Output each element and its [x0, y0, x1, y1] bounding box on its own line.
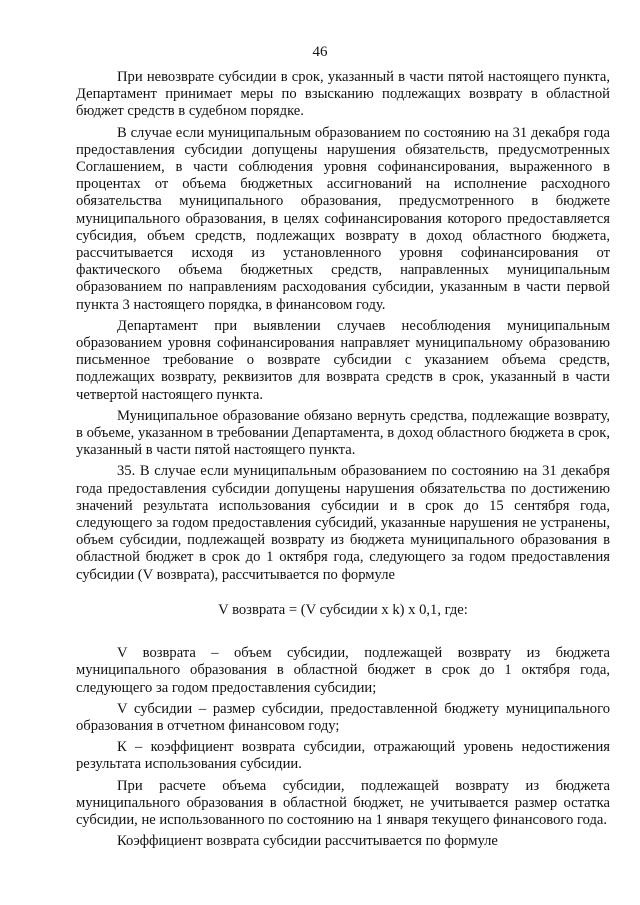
paragraph-municipality-obligation: Муниципальное образование обязано вернуть средства, подлежащие возврату, в объеме, указанном в требовании Департамента, в доход областного бюджета в срок, указанный в части пятой настоящего пункта.: [76, 407, 610, 459]
page-number: 46: [312, 44, 328, 60]
document-body: [76, 69, 610, 854]
definition-v-subsidy: V субсидии – размер субсидии, предоставленной бюджету муниципального образования в отчетном финансовом году;: [76, 700, 610, 734]
paragraph-coefficient-intro: Коэффициент возврата субсидии рассчитывается по формуле: [117, 833, 498, 850]
paragraph-department-demand: Департамент при выявлении случаев несоблюдения муниципальным образованием уровня софинансирования направляет муниципальному образованию письменное требование о возврате субсидии с указанием объема средств, подлежащих возврату, реквизитов для возврата средств в срок, указанный в части четвертой настоящего пункта.: [76, 317, 610, 403]
definition-v-return: V возврата – объем субсидии, подлежащей возврату из бюджета муниципального образования в областной бюджет в срок до 1 октября года, следующего за годом предоставления субсидии;: [76, 645, 610, 696]
definition-k: К – коэффициент возврата субсидии, отражающий уровень недостижения результата использования субсидии.: [76, 739, 610, 773]
paragraph-remainder-note: При расчете объема субсидии, подлежащей возврату из бюджета муниципального образования в областной бюджет, не учитывается размер остатка субсидии, не использованного по состоянию на 1 января текущего финансового года.: [76, 777, 610, 828]
return-formula: V возврата = (V субсидии х k) х 0,1, где:: [218, 601, 468, 618]
paragraph-item-35: 35. В случае если муниципальным образованием по состоянию на 31 декабря года предоставления субсидии допущены нарушения обязательства по достижению значений результата использования субсидии и в срок до 15 сентября года, следующего за годом предоставления субсидий, указанные нарушения не устранены, объем субсидии, подлежащей возврату из бюджета муниципального образования в областной бюджет в срок до 1 октября года, следующего за годом предоставления субсидии (V возврата), рассчитывается по формуле: [76, 463, 610, 583]
paragraph-nonreturn: При невозврате субсидии в срок, указанный в части пятой настоящего пункта, Департамент принимает меры по взысканию подлежащих возврату в областной бюджет средств в судебном порядке.: [76, 69, 610, 120]
paragraph-cofinancing-violation: В случае если муниципальным образованием по состоянию на 31 декабря года предоставления субсидии допущены нарушения обязательств, предусмотренных Соглашением, в части соблюдения уровня софинансирования, выраженного в процентах от объема бюджетных ассигнований на исполнение расходного обязательства муниципального образования, предусмотренного в бюджете муниципального образования, в целях софинансирования которого предоставляется субсидия, объем средств, подлежащих возврату в доход областного бюджета, рассчитывается исходя из установленного уровня софинансирования от фактического объема бюджетных средств, направленных муниципальным образованием по направлениям расходования субсидии, указанным в части первой пункта 3 настоящего порядка, в финансовом году.: [76, 124, 610, 313]
